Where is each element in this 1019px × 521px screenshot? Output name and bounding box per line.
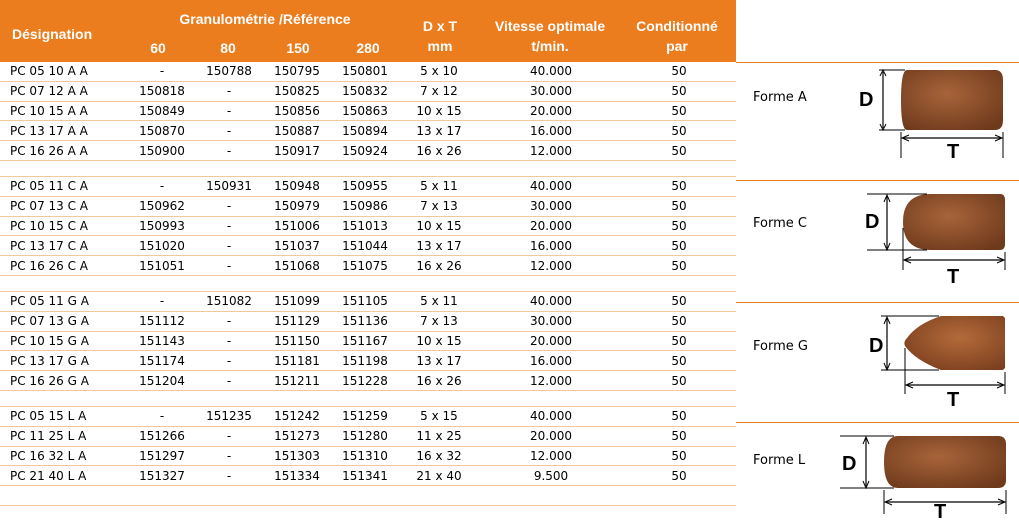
cell-designation: PC 10 15 G A (0, 331, 128, 351)
table-row (0, 426, 736, 446)
forme-g-t-label: T (947, 389, 960, 410)
cell-designation: PC 21 40 L A (0, 466, 128, 486)
cell-designation: PC 16 26 G A (0, 371, 128, 391)
table-row (0, 351, 736, 371)
header-vitesse-line2: t/min. (531, 38, 569, 54)
table-row (0, 62, 736, 81)
table-row (0, 256, 736, 276)
cell-grit-80: - (196, 101, 262, 121)
forme-c-shape (903, 194, 1005, 250)
forme-a-label: Forme A (753, 90, 807, 105)
cell-grit-150: 151242 (262, 406, 332, 426)
cell-grit-80: - (196, 331, 262, 351)
cell-grit-80: - (196, 236, 262, 256)
forme-c-drawing (855, 188, 1015, 288)
cell-dxt: 5 x 10 (398, 62, 480, 81)
cell-vitesse: 12.000 (480, 141, 622, 161)
cell-conditionne: 50 (622, 196, 736, 216)
cell-designation: PC 13 17 A A (0, 121, 128, 141)
cell-grit-60: 150870 (128, 121, 196, 141)
cell-grit-80: - (196, 81, 262, 101)
cell-grit-80: 151235 (196, 406, 262, 426)
cell-grit-60: - (128, 406, 196, 426)
cell-grit-280: 151310 (332, 446, 398, 466)
group-spacer (0, 390, 736, 406)
cell-designation: PC 05 15 L A (0, 406, 128, 426)
cell-grit-60: 150900 (128, 141, 196, 161)
cell-designation: PC 07 13 G A (0, 311, 128, 331)
header-cond-line1: Conditionné (636, 18, 718, 34)
cell-conditionne: 50 (622, 216, 736, 236)
table-row (0, 101, 736, 121)
table-row (0, 371, 736, 391)
cell-grit-280: 151167 (332, 331, 398, 351)
cell-vitesse: 40.000 (480, 406, 622, 426)
cell-grit-150: 150979 (262, 196, 332, 216)
cell-grit-150: 151129 (262, 311, 332, 331)
cell-grit-150: 151211 (262, 371, 332, 391)
cell-grit-60: - (128, 291, 196, 311)
cell-grit-150: 151273 (262, 426, 332, 446)
cell-conditionne: 50 (622, 426, 736, 446)
cell-grit-60: 151112 (128, 311, 196, 331)
group-spacer (0, 160, 736, 176)
cell-dxt: 10 x 15 (398, 216, 480, 236)
cell-designation: PC 13 17 G A (0, 351, 128, 371)
cell-dxt: 7 x 13 (398, 196, 480, 216)
cell-grit-80: - (196, 196, 262, 216)
cell-conditionne: 50 (622, 176, 736, 196)
cell-dxt: 16 x 26 (398, 371, 480, 391)
cell-vitesse: 16.000 (480, 236, 622, 256)
forme-c-d-label: D (865, 211, 880, 233)
cell-designation: PC 05 11 C A (0, 176, 128, 196)
table-row (0, 176, 736, 196)
cell-grit-150: 150887 (262, 121, 332, 141)
table-row (0, 466, 736, 486)
cell-grit-280: 150894 (332, 121, 398, 141)
cell-conditionne: 50 (622, 466, 736, 486)
cell-grit-80: - (196, 426, 262, 446)
cell-conditionne: 50 (622, 141, 736, 161)
forme-g-label: Forme G (753, 339, 808, 354)
cell-grit-60: 151174 (128, 351, 196, 371)
cell-conditionne: 50 (622, 351, 736, 371)
forme-g-shape (904, 316, 1005, 370)
cell-conditionne: 50 (622, 236, 736, 256)
cell-grit-150: 151181 (262, 351, 332, 371)
header-vitesse-line1: Vitesse optimale (494, 18, 606, 34)
cell-grit-150: 151334 (262, 466, 332, 486)
cell-conditionne: 50 (622, 446, 736, 466)
cell-grit-150: 150948 (262, 176, 332, 196)
header-designation: Désignation (12, 26, 93, 42)
cell-grit-80: - (196, 141, 262, 161)
forme-g-drawing (855, 310, 1015, 410)
table-row (0, 291, 736, 311)
cell-grit-60: - (128, 62, 196, 81)
cell-dxt: 13 x 17 (398, 351, 480, 371)
cell-grit-150: 150825 (262, 81, 332, 101)
cell-conditionne: 50 (622, 291, 736, 311)
header-grit-60: 60 (150, 40, 166, 56)
cell-grit-60: 150993 (128, 216, 196, 236)
cell-grit-150: 150856 (262, 101, 332, 121)
cell-grit-280: 150801 (332, 62, 398, 81)
cell-grit-150: 151150 (262, 331, 332, 351)
separator-top (736, 62, 1019, 63)
forme-l-d-label: D (842, 453, 857, 475)
cell-designation: PC 13 17 C A (0, 236, 128, 256)
cell-grit-150: 151068 (262, 256, 332, 276)
header-granulometrie: Granulométrie /Référence (179, 11, 351, 27)
cell-grit-80: - (196, 466, 262, 486)
cell-dxt: 5 x 11 (398, 291, 480, 311)
table-row (0, 236, 736, 256)
separator-cg (736, 302, 1019, 303)
table-row (0, 446, 736, 466)
header-cond-line2: par (666, 38, 688, 54)
cell-vitesse: 30.000 (480, 311, 622, 331)
group-spacer (0, 275, 736, 291)
forme-l-t-label: T (934, 501, 947, 520)
forme-a-t-label: T (947, 141, 960, 163)
cell-conditionne: 50 (622, 81, 736, 101)
cell-vitesse: 16.000 (480, 121, 622, 141)
cell-vitesse: 30.000 (480, 81, 622, 101)
cell-conditionne: 50 (622, 331, 736, 351)
cell-conditionne: 50 (622, 62, 736, 81)
cell-grit-60: 150962 (128, 196, 196, 216)
cell-dxt: 11 x 25 (398, 426, 480, 446)
cell-dxt: 5 x 11 (398, 176, 480, 196)
cell-grit-280: 151044 (332, 236, 398, 256)
cell-vitesse: 40.000 (480, 176, 622, 196)
cell-dxt: 16 x 26 (398, 141, 480, 161)
cell-grit-280: 150863 (332, 101, 398, 121)
cell-dxt: 7 x 13 (398, 311, 480, 331)
cell-grit-280: 151228 (332, 371, 398, 391)
table-row (0, 81, 736, 101)
cell-grit-60: 150818 (128, 81, 196, 101)
cell-designation: PC 07 12 A A (0, 81, 128, 101)
cell-grit-80: - (196, 446, 262, 466)
table-bottom-line (0, 505, 736, 506)
cell-grit-150: 151303 (262, 446, 332, 466)
cell-designation: PC 16 32 L A (0, 446, 128, 466)
forme-g-d-label: D (869, 335, 884, 357)
cell-vitesse: 16.000 (480, 351, 622, 371)
cell-grit-60: 150849 (128, 101, 196, 121)
cell-designation: PC 16 26 C A (0, 256, 128, 276)
cell-grit-60: 151327 (128, 466, 196, 486)
table-row (0, 141, 736, 161)
header-grit-280: 280 (356, 40, 380, 56)
separator-gl (736, 422, 1019, 423)
cell-dxt: 16 x 26 (398, 256, 480, 276)
cell-grit-60: 151051 (128, 256, 196, 276)
cell-grit-280: 151105 (332, 291, 398, 311)
cell-designation: PC 10 15 A A (0, 101, 128, 121)
cell-dxt: 5 x 15 (398, 406, 480, 426)
header-dxt-line1: D x T (422, 18, 458, 34)
cell-grit-60: 151297 (128, 446, 196, 466)
cell-grit-80: - (196, 371, 262, 391)
cell-vitesse: 40.000 (480, 62, 622, 81)
cell-grit-280: 151259 (332, 406, 398, 426)
cell-grit-280: 151280 (332, 426, 398, 446)
cell-grit-150: 150795 (262, 62, 332, 81)
cell-grit-80: - (196, 351, 262, 371)
header-grit-150: 150 (286, 40, 310, 56)
cell-conditionne: 50 (622, 311, 736, 331)
cell-grit-280: 151013 (332, 216, 398, 236)
cell-grit-60: 151143 (128, 331, 196, 351)
cell-dxt: 10 x 15 (398, 331, 480, 351)
cell-designation: PC 10 15 C A (0, 216, 128, 236)
cell-grit-60: - (128, 176, 196, 196)
cell-vitesse: 12.000 (480, 371, 622, 391)
cell-grit-80: 150788 (196, 62, 262, 81)
cell-dxt: 13 x 17 (398, 236, 480, 256)
cell-vitesse: 12.000 (480, 256, 622, 276)
cell-grit-150: 150917 (262, 141, 332, 161)
cell-designation: PC 11 25 L A (0, 426, 128, 446)
cell-grit-280: 150955 (332, 176, 398, 196)
cell-vitesse: 20.000 (480, 426, 622, 446)
table-row (0, 121, 736, 141)
cell-conditionne: 50 (622, 101, 736, 121)
cell-dxt: 13 x 17 (398, 121, 480, 141)
reference-table (0, 62, 736, 486)
cell-conditionne: 50 (622, 121, 736, 141)
cell-vitesse: 20.000 (480, 216, 622, 236)
cell-grit-80: - (196, 121, 262, 141)
cell-conditionne: 50 (622, 256, 736, 276)
cell-grit-280: 151198 (332, 351, 398, 371)
table-row (0, 311, 736, 331)
forme-a-shape (901, 70, 1003, 130)
cell-grit-280: 151136 (332, 311, 398, 331)
cell-designation: PC 16 26 A A (0, 141, 128, 161)
cell-dxt: 7 x 12 (398, 81, 480, 101)
forme-l-shape (884, 436, 1006, 488)
table-row (0, 196, 736, 216)
cell-grit-280: 151341 (332, 466, 398, 486)
table-row (0, 331, 736, 351)
header-grit-80: 80 (220, 40, 236, 56)
cell-grit-150: 151037 (262, 236, 332, 256)
table-header (0, 0, 736, 62)
cell-grit-280: 150986 (332, 196, 398, 216)
cell-conditionne: 50 (622, 371, 736, 391)
cell-dxt: 10 x 15 (398, 101, 480, 121)
cell-grit-60: 151266 (128, 426, 196, 446)
cell-grit-80: - (196, 216, 262, 236)
forme-l-drawing (838, 430, 1013, 520)
cell-grit-80: 150931 (196, 176, 262, 196)
cell-vitesse: 9.500 (480, 466, 622, 486)
cell-vitesse: 20.000 (480, 331, 622, 351)
cell-grit-80: 151082 (196, 291, 262, 311)
cell-dxt: 16 x 32 (398, 446, 480, 466)
cell-designation: PC 05 11 G A (0, 291, 128, 311)
cell-grit-280: 151075 (332, 256, 398, 276)
cell-vitesse: 12.000 (480, 446, 622, 466)
cell-vitesse: 30.000 (480, 196, 622, 216)
cell-designation: PC 07 13 C A (0, 196, 128, 216)
cell-grit-150: 151099 (262, 291, 332, 311)
cell-grit-280: 150924 (332, 141, 398, 161)
forme-l-label: Forme L (753, 453, 806, 468)
cell-grit-80: - (196, 256, 262, 276)
forme-c-label: Forme C (753, 216, 807, 231)
cell-vitesse: 40.000 (480, 291, 622, 311)
forme-a-d-label: D (859, 89, 874, 111)
forme-c-t-label: T (947, 266, 960, 288)
cell-dxt: 21 x 40 (398, 466, 480, 486)
table-row (0, 216, 736, 236)
separator-ac (736, 180, 1019, 181)
cell-designation: PC 05 10 A A (0, 62, 128, 81)
table-row (0, 406, 736, 426)
cell-conditionne: 50 (622, 406, 736, 426)
cell-grit-80: - (196, 311, 262, 331)
cell-grit-60: 151204 (128, 371, 196, 391)
cell-grit-280: 150832 (332, 81, 398, 101)
header-dxt-line2: mm (427, 38, 453, 54)
cell-grit-60: 151020 (128, 236, 196, 256)
cell-grit-150: 151006 (262, 216, 332, 236)
forme-a-drawing (855, 64, 1015, 164)
cell-vitesse: 20.000 (480, 101, 622, 121)
